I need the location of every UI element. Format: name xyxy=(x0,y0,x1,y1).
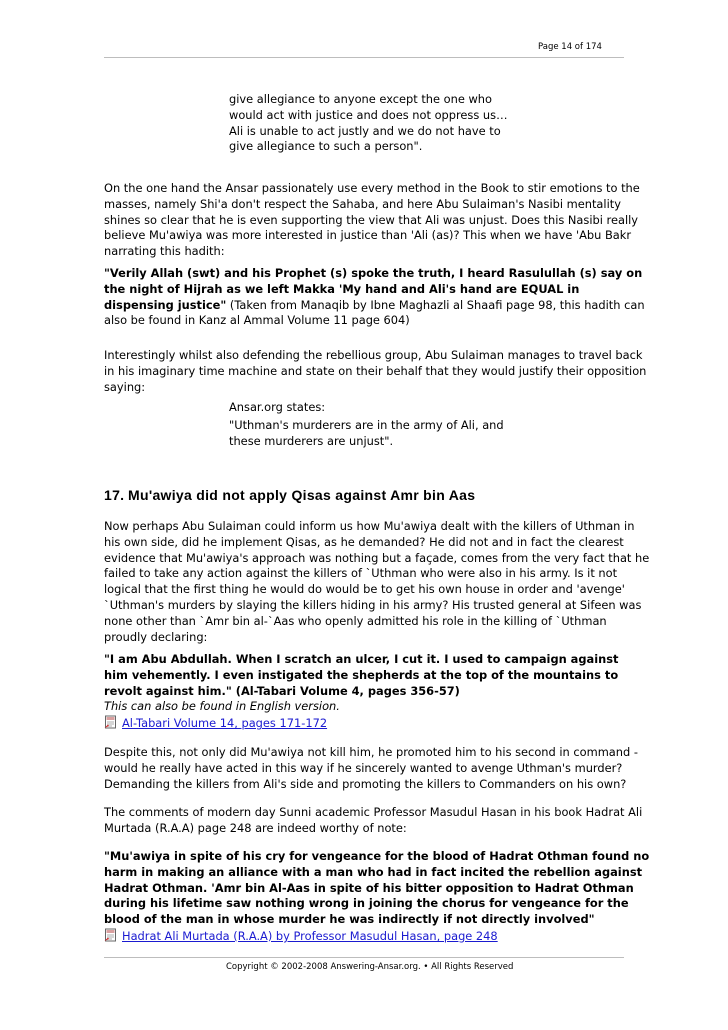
text-line: The comments of modern day Sunni academic Professor Masudul Hasan in his book Hadrat Ali xyxy=(104,805,643,819)
text-line: in his imaginary time machine and state on their behalf that they would justify their opposition xyxy=(104,363,647,378)
text-line: On the one hand the Ansar passionately use every method in the Book to stir emotions to the xyxy=(104,181,640,195)
text-line: logical that the first thing he would do would be to get his own house in order and 'avenge' xyxy=(104,582,625,597)
text-line: his own side, did he implement Qisas, as he demanded? He did not and in fact the clearest xyxy=(104,534,624,549)
footer-divider xyxy=(104,957,624,958)
quote-ansar-org xyxy=(229,400,504,449)
text-line: Ansar.org states: xyxy=(229,400,326,414)
page-number: Page 14 of 174 xyxy=(538,42,602,52)
text-line: proudly declaring: xyxy=(104,629,208,644)
paragraph-promotion xyxy=(104,745,638,792)
tabari-link-row[interactable] xyxy=(104,715,618,732)
text-line: during his lifetime saw nothing wrong in joining the chorus for vengeance for the xyxy=(104,896,629,911)
text-line: harm in making an alliance with a man who had in fact incited the rebellion against xyxy=(104,864,643,879)
text-line: these murderers are unjust". xyxy=(229,433,394,448)
footer-copyright: Copyright © 2002-2008 Answering-Ansar.org. • All Rights Reserved xyxy=(226,962,514,972)
text-line: evidence that Mu'awiya's approach was nothing but a façade, comes from the very fact that he xyxy=(104,550,650,565)
text-line: revolt against him." (Al-Tabari Volume 4, pages 356-57) xyxy=(104,683,460,698)
text-line: shines so clear that he is even supporting the view that Ali was unjust. Does this Nasibi really xyxy=(104,212,639,227)
text-line: none other than `Amr bin al-`Aas who openly admitted his role in the killing of `Uthman xyxy=(104,613,607,628)
text-line: "I am Abu Abdullah. When I scratch an ulcer, I cut it. I used to campaign against xyxy=(104,652,619,666)
text-line: masses, namely Shi'a don't respect the Sahaba, and here Abu Sulaiman's Nasibi mentality xyxy=(104,196,621,211)
text-line: Hadrat Othman. 'Amr bin Al-Aas in spite of his bitter opposition to Hadrat Othman xyxy=(104,880,634,895)
quote-abu-abdullah xyxy=(104,652,618,732)
text-line: `Uthman's murders by slaying the killers hiding in his army? His trusted general at Sifeen was xyxy=(104,597,642,612)
masudul-hasan-link[interactable]: Hadrat Ali Murtada (R.A.A) by Professor Masudul Hasan, page 248 xyxy=(122,928,498,943)
paragraph-masudul-hasan xyxy=(104,805,642,837)
section-heading xyxy=(104,487,475,503)
text-line: "Mu'awiya in spite of his cry for vengeance for the blood of Hadrat Othman found no xyxy=(104,849,650,863)
hadith-equal-justice xyxy=(104,266,645,329)
text-line: give allegiance to anyone except the one who xyxy=(229,92,492,106)
text-line: give allegiance to such a person". xyxy=(229,139,423,154)
text-line: him vehemently. I even instigated the shepherds at the top of the mountains to xyxy=(104,667,619,682)
text-line: would act with justice and does not oppress us… xyxy=(229,107,508,122)
quote-allegiance xyxy=(229,92,507,155)
text-line: Interestingly whilst also defending the rebellious group, Abu Sulaiman manages to travel back xyxy=(104,348,643,362)
text-line: failed to take any action against the killers of `Uthman who were also in his army. Is it not xyxy=(104,566,618,581)
text-line: Despite this, not only did Mu'awiya not kill him, he promoted him to his second in command - xyxy=(104,745,638,759)
hadith-citation: (Taken from Manaqib by Ibne Maghazli al Shaafi page 98, this hadith can xyxy=(226,297,645,312)
text-line: Ali is unable to act justly and we do not have to xyxy=(229,123,501,138)
paragraph-ansar-emotions xyxy=(104,181,640,260)
text-line: Demanding the killers from Ali's side and promoting the killers to Commanders on his own? xyxy=(104,776,627,791)
hadith-quote-end: dispensing justice" xyxy=(104,297,227,312)
english-version-note: This can also be found in English version. xyxy=(104,699,340,714)
masudul-link-row[interactable] xyxy=(104,928,649,945)
quote-hadrat-othman xyxy=(104,849,649,945)
paragraph-time-machine xyxy=(104,348,646,395)
section-number: 17. xyxy=(104,487,125,503)
header-divider xyxy=(104,57,624,58)
pdf-document-icon xyxy=(104,715,118,729)
text-line: the night of Hijrah as we left Makka 'My hand and Ali's hand are EQUAL in xyxy=(104,281,580,296)
text-line: narrating this hadith: xyxy=(104,244,225,259)
text-line: also be found in Kanz al Ammal Volume 11 page 604) xyxy=(104,313,410,328)
text-line: "Uthman's murderers are in the army of Ali, and xyxy=(229,417,504,432)
text-line: Murtada (R.A.A) page 248 are indeed worthy of note: xyxy=(104,820,407,835)
tabari-link[interactable]: Al-Tabari Volume 14, pages 171-172 xyxy=(122,716,328,731)
text-line: believe Mu'awiya was more interested in justice than 'Ali (as)? This when we have 'Abu Bakr xyxy=(104,228,632,243)
paragraph-qisas xyxy=(104,519,649,645)
text-line: saying: xyxy=(104,379,146,394)
pdf-document-icon xyxy=(104,928,118,942)
text-line: Now perhaps Abu Sulaiman could inform us how Mu'awiya dealt with the killers of Uthman in xyxy=(104,519,635,533)
section-title: Mu'awiya did not apply Qisas against Amr bin Aas xyxy=(128,487,476,503)
text-line: would he really have acted in this way if he sincerely wanted to avenge Uthman's murder? xyxy=(104,760,623,775)
text-line: blood of the man in whose murder he was indirectly if not directly involved" xyxy=(104,912,595,927)
text-line xyxy=(104,298,645,314)
text-line: "Verily Allah (swt) and his Prophet (s) spoke the truth, I heard Rasulullah (s) say on xyxy=(104,266,643,280)
